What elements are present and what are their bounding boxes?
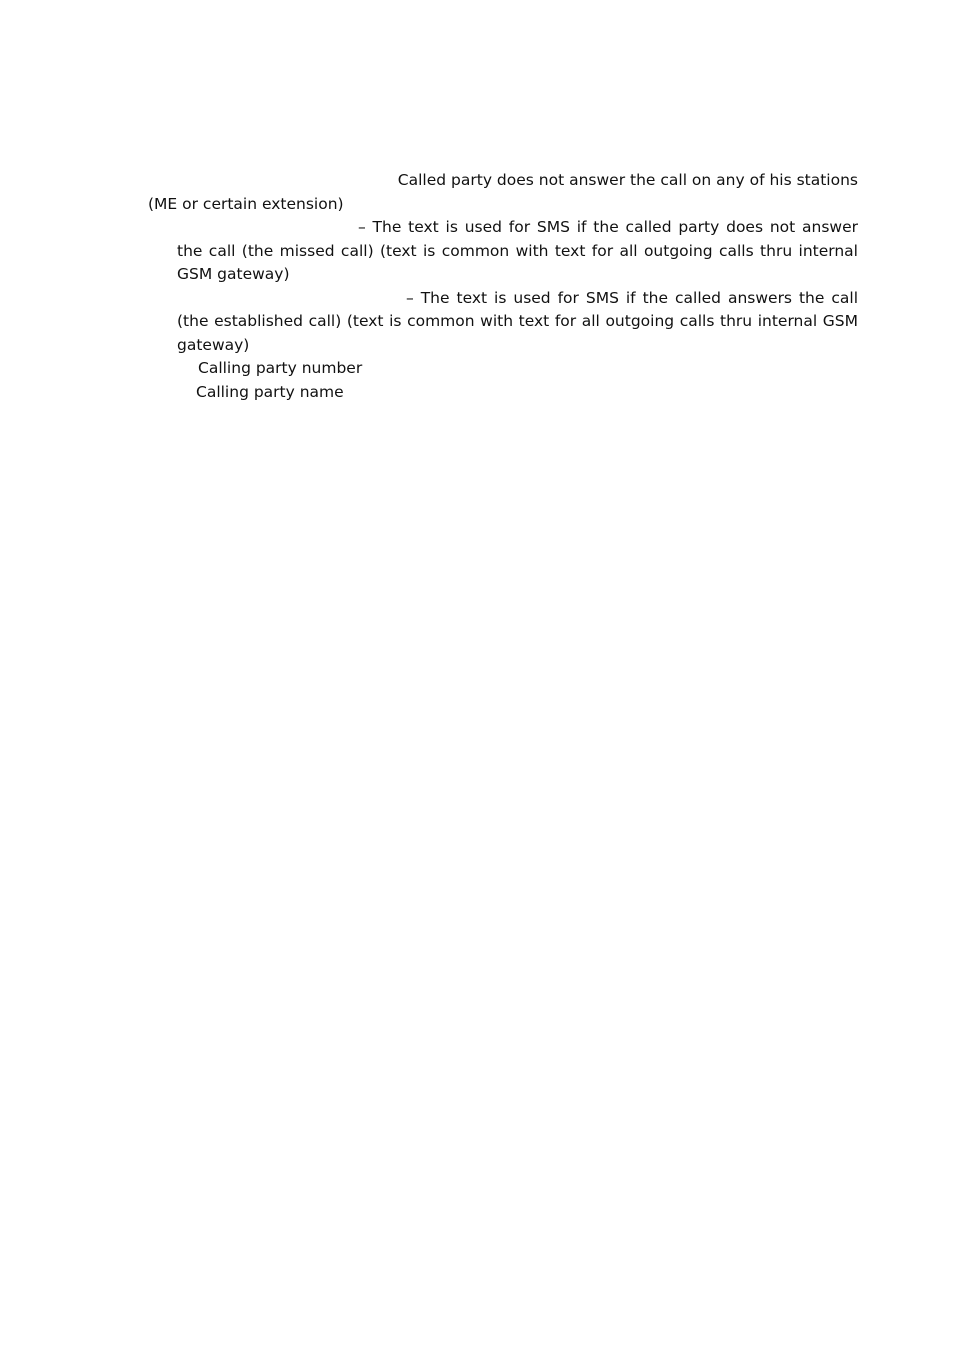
- list-item: Calling party name: [196, 383, 344, 401]
- para2-line1: – The text is used for SMS if the called party does not answer: [358, 218, 858, 236]
- para1-line1: Called party does not answer the call on any of his stations: [397, 171, 858, 189]
- para1-line2: (ME or certain extension): [148, 195, 344, 213]
- para3-line2: (the established call) (text is common with text for all outgoing calls thru internal GSM: [177, 312, 858, 330]
- para3-line3: gateway): [177, 336, 250, 354]
- para2-line3: GSM gateway): [177, 265, 290, 283]
- para3-line1: – The text is used for SMS if the called answers the call: [406, 289, 858, 307]
- para2-line2: the call (the missed call) (text is common with text for all outgoing calls thru internal: [177, 242, 858, 260]
- list-item: Calling party number: [198, 359, 363, 377]
